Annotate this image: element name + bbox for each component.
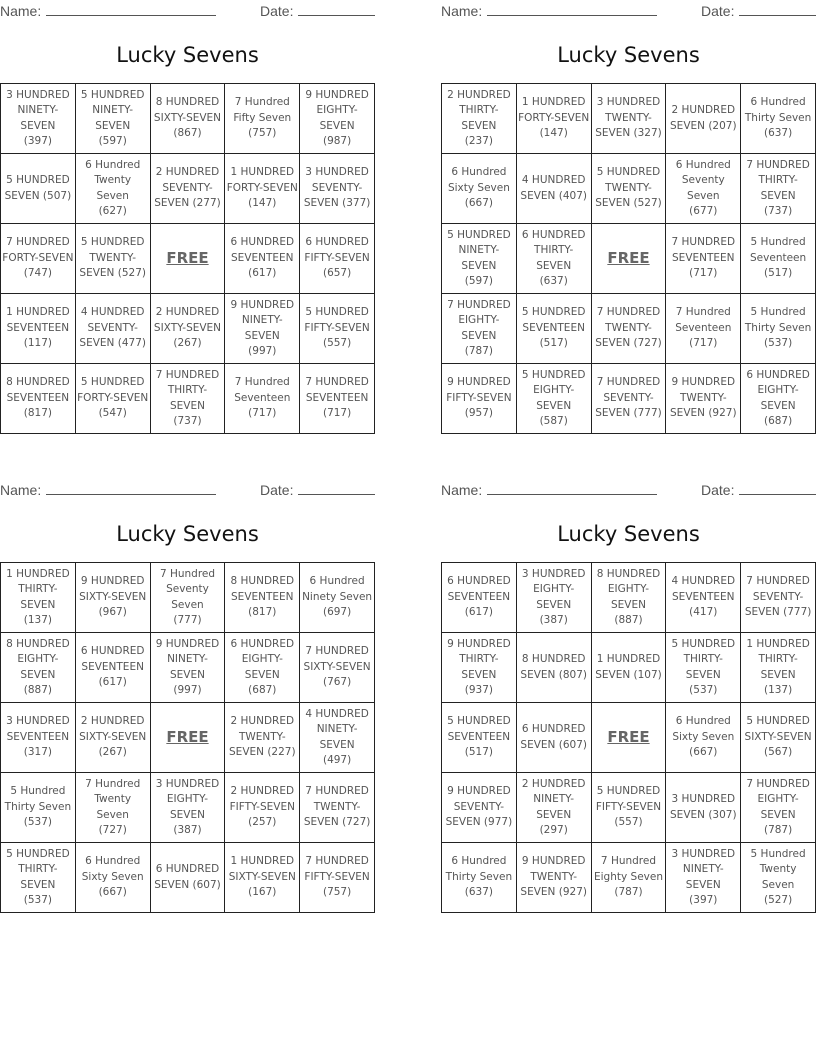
bingo-cell[interactable]: 5 HUNDRED SIXTY-SEVEN (567)	[741, 703, 816, 773]
bingo-cell[interactable]: 7 HUNDRED EIGHTY-SEVEN (787)	[741, 773, 816, 843]
bingo-cell[interactable]: 9 HUNDRED TWENTY- SEVEN (927)	[517, 843, 592, 913]
bingo-cell[interactable]: 3 HUNDRED SEVENTY- SEVEN (377)	[300, 154, 375, 224]
bingo-grid	[0, 562, 375, 913]
bingo-cell[interactable]: 9 HUNDRED EIGHTY-SEVEN (987)	[300, 84, 375, 154]
bingo-cell[interactable]: 6 HUNDRED EIGHTY-SEVEN (687)	[225, 633, 300, 703]
bingo-cell[interactable]: 9 HUNDRED NINETY-SEVEN (997)	[225, 294, 300, 364]
bingo-cell[interactable]: 5 HUNDRED FIFTY-SEVEN (557)	[300, 294, 375, 364]
bingo-cell[interactable]: 5 HUNDRED NINETY-SEVEN (597)	[76, 84, 151, 154]
date-label: Date:	[260, 482, 294, 498]
bingo-cell[interactable]: 5 HUNDRED FORTY-SEVEN (547)	[76, 364, 151, 434]
date-field	[701, 481, 816, 499]
name-label: Name:	[441, 482, 483, 498]
bingo-card	[0, 479, 375, 913]
bingo-cell[interactable]: 1 HUNDRED FORTY-SEVEN (147)	[517, 84, 592, 154]
bingo-cell[interactable]: 7 HUNDRED THIRTY-SEVEN (737)	[741, 154, 816, 224]
bingo-cell[interactable]: 2 HUNDRED SIXTY-SEVEN (267)	[151, 294, 226, 364]
bingo-grid	[0, 83, 375, 434]
name-blank-line[interactable]	[487, 481, 657, 495]
bingo-cell[interactable]: 5 HUNDRED FIFTY-SEVEN (557)	[592, 773, 667, 843]
bingo-cell[interactable]: 6 Hundred Sixty Seven (667)	[442, 154, 517, 224]
bingo-cell[interactable]: 1 HUNDRED THIRTY-SEVEN (137)	[1, 563, 76, 633]
card-title: Lucky Sevens	[557, 43, 700, 67]
bingo-cell[interactable]: 7 HUNDRED TWENTY- SEVEN (727)	[592, 294, 667, 364]
bingo-cell[interactable]: 8 HUNDRED SEVEN (807)	[517, 633, 592, 703]
bingo-cell[interactable]: 7 HUNDRED THIRTY-SEVEN (737)	[151, 364, 226, 434]
date-blank-line[interactable]	[739, 2, 816, 16]
bingo-cell[interactable]: 2 HUNDRED NINETY-SEVEN (297)	[517, 773, 592, 843]
bingo-cell[interactable]: 8 HUNDRED SIXTY-SEVEN (867)	[151, 84, 226, 154]
bingo-cell[interactable]: 5 HUNDRED NINETY-SEVEN (597)	[442, 224, 517, 294]
bingo-cell[interactable]: 7 Hundred Eighty Seven (787)	[592, 843, 667, 913]
bingo-cell[interactable]: 2 HUNDRED SEVENTY- SEVEN (277)	[151, 154, 226, 224]
bingo-card	[441, 0, 816, 434]
bingo-cell[interactable]: 6 HUNDRED SEVEN (607)	[517, 703, 592, 773]
bingo-cell[interactable]: 2 HUNDRED TWENTY- SEVEN (227)	[225, 703, 300, 773]
bingo-cell[interactable]: 7 HUNDRED SEVENTY- SEVEN (777)	[741, 563, 816, 633]
bingo-cell[interactable]: 8 HUNDRED SEVENTEEN (817)	[225, 563, 300, 633]
free-space[interactable]: FREE	[151, 224, 226, 294]
bingo-cell[interactable]: 9 HUNDRED THIRTY-SEVEN (937)	[442, 633, 517, 703]
bingo-cell[interactable]: 7 HUNDRED SEVENTY- SEVEN (777)	[592, 364, 667, 434]
bingo-cell[interactable]: 7 Hundred Seventeen (717)	[225, 364, 300, 434]
bingo-cell[interactable]: 6 Hundred Thirty Seven (637)	[741, 84, 816, 154]
name-label: Name:	[441, 3, 483, 19]
bingo-cell[interactable]: 5 Hundred Twenty Seven (527)	[741, 843, 816, 913]
bingo-cell[interactable]: 7 Hundred Fifty Seven (757)	[225, 84, 300, 154]
card-title: Lucky Sevens	[557, 522, 700, 546]
bingo-cell[interactable]: 3 HUNDRED TWENTY- SEVEN (327)	[592, 84, 667, 154]
bingo-card	[0, 0, 375, 434]
bingo-cell[interactable]: 2 HUNDRED THIRTY-SEVEN (237)	[442, 84, 517, 154]
bingo-cell[interactable]: 7 Hundred Twenty Seven (727)	[76, 773, 151, 843]
bingo-cell[interactable]: 7 HUNDRED SEVENTEEN (717)	[666, 224, 741, 294]
bingo-cell[interactable]: 2 HUNDRED SEVEN (207)	[666, 84, 741, 154]
bingo-cell[interactable]: 6 HUNDRED THIRTY-SEVEN (637)	[517, 224, 592, 294]
bingo-cell[interactable]: 6 HUNDRED SEVENTEEN (617)	[76, 633, 151, 703]
bingo-cell[interactable]: 5 HUNDRED EIGHTY-SEVEN (587)	[517, 364, 592, 434]
card-title: Lucky Sevens	[116, 522, 259, 546]
bingo-cell[interactable]: 5 HUNDRED TWENTY- SEVEN (527)	[76, 224, 151, 294]
bingo-cell[interactable]: 6 Hundred Sixty Seven (667)	[76, 843, 151, 913]
bingo-cell[interactable]: 2 HUNDRED FIFTY-SEVEN (257)	[225, 773, 300, 843]
bingo-cell[interactable]: 6 Hundred Seventy Seven (677)	[666, 154, 741, 224]
bingo-cell[interactable]: 1 HUNDRED FORTY-SEVEN (147)	[225, 154, 300, 224]
bingo-cell[interactable]: 9 HUNDRED SEVENTY- SEVEN (977)	[442, 773, 517, 843]
bingo-cell[interactable]: 8 HUNDRED EIGHTY-SEVEN (887)	[1, 633, 76, 703]
bingo-cell[interactable]: 6 Hundred Twenty Seven (627)	[76, 154, 151, 224]
bingo-cell[interactable]: 4 HUNDRED SEVENTY- SEVEN (477)	[76, 294, 151, 364]
bingo-cell[interactable]: 5 HUNDRED TWENTY- SEVEN (527)	[592, 154, 667, 224]
bingo-cell[interactable]: 9 HUNDRED FIFTY-SEVEN (957)	[442, 364, 517, 434]
date-label: Date:	[260, 3, 294, 19]
free-space[interactable]: FREE	[592, 703, 667, 773]
bingo-cell[interactable]: 6 HUNDRED FIFTY-SEVEN (657)	[300, 224, 375, 294]
name-field	[441, 481, 657, 499]
bingo-cell[interactable]: 7 HUNDRED EIGHTY-SEVEN (787)	[442, 294, 517, 364]
bingo-cell[interactable]: 5 HUNDRED SEVENTEEN (517)	[442, 703, 517, 773]
date-field	[260, 2, 375, 20]
name-label: Name:	[0, 3, 42, 19]
bingo-cell[interactable]: 7 HUNDRED SEVENTEEN (717)	[300, 364, 375, 434]
bingo-cell[interactable]: 3 HUNDRED NINETY-SEVEN (397)	[666, 843, 741, 913]
name-field	[0, 481, 216, 499]
bingo-cell[interactable]: 3 HUNDRED EIGHTY-SEVEN (387)	[517, 563, 592, 633]
bingo-cell[interactable]: 5 HUNDRED THIRTY-SEVEN (537)	[1, 843, 76, 913]
date-field	[701, 2, 816, 20]
bingo-cell[interactable]: 7 Hundred Seventy Seven (777)	[151, 563, 226, 633]
bingo-cell[interactable]: 1 HUNDRED SEVEN (107)	[592, 633, 667, 703]
bingo-cell[interactable]: 5 HUNDRED SEVEN (507)	[1, 154, 76, 224]
name-blank-line[interactable]	[46, 481, 216, 495]
bingo-cell[interactable]: 7 HUNDRED FORTY-SEVEN (747)	[1, 224, 76, 294]
bingo-cell[interactable]: 9 HUNDRED TWENTY- SEVEN (927)	[666, 364, 741, 434]
bingo-cell[interactable]: 6 HUNDRED SEVEN (607)	[151, 843, 226, 913]
bingo-cell[interactable]: 6 HUNDRED SEVENTEEN (617)	[225, 224, 300, 294]
bingo-cell[interactable]: 4 HUNDRED SEVENTEEN (417)	[666, 563, 741, 633]
name-field	[0, 2, 216, 20]
free-space[interactable]: FREE	[151, 703, 226, 773]
bingo-cell[interactable]: 7 HUNDRED SIXTY-SEVEN (767)	[300, 633, 375, 703]
date-label: Date:	[701, 482, 735, 498]
bingo-cell[interactable]: 3 HUNDRED SEVENTEEN (317)	[1, 703, 76, 773]
bingo-cell[interactable]: 1 HUNDRED THIRTY-SEVEN (137)	[741, 633, 816, 703]
bingo-cell[interactable]: 3 HUNDRED NINETY-SEVEN (397)	[1, 84, 76, 154]
bingo-cell[interactable]: 7 HUNDRED FIFTY-SEVEN (757)	[300, 843, 375, 913]
card-title: Lucky Sevens	[116, 43, 259, 67]
bingo-cell[interactable]: 6 Hundred Ninety Seven (697)	[300, 563, 375, 633]
bingo-cell[interactable]: 5 Hundred Seventeen (517)	[741, 224, 816, 294]
date-blank-line[interactable]	[298, 481, 375, 495]
bingo-cell[interactable]: 3 HUNDRED EIGHTY-SEVEN (387)	[151, 773, 226, 843]
bingo-cell[interactable]: 5 HUNDRED THIRTY-SEVEN (537)	[666, 633, 741, 703]
free-space[interactable]: FREE	[592, 224, 667, 294]
name-blank-line[interactable]	[487, 2, 657, 16]
date-blank-line[interactable]	[298, 2, 375, 16]
bingo-cell[interactable]: 1 HUNDRED SEVENTEEN (117)	[1, 294, 76, 364]
bingo-cell[interactable]: 8 HUNDRED EIGHTY-SEVEN (887)	[592, 563, 667, 633]
bingo-cell[interactable]: 7 Hundred Seventeen (717)	[666, 294, 741, 364]
bingo-cell[interactable]: 1 HUNDRED SIXTY-SEVEN (167)	[225, 843, 300, 913]
name-blank-line[interactable]	[46, 2, 216, 16]
bingo-cell[interactable]: 4 HUNDRED NINETY-SEVEN (497)	[300, 703, 375, 773]
bingo-cell[interactable]: 3 HUNDRED SEVEN (307)	[666, 773, 741, 843]
bingo-cell[interactable]: 5 HUNDRED SEVENTEEN (517)	[517, 294, 592, 364]
bingo-grid	[441, 83, 816, 434]
bingo-grid	[441, 562, 816, 913]
bingo-cell[interactable]: 6 HUNDRED SEVENTEEN (617)	[442, 563, 517, 633]
bingo-cell[interactable]: 6 Hundred Thirty Seven (637)	[442, 843, 517, 913]
bingo-cell[interactable]: 9 HUNDRED NINETY-SEVEN (997)	[151, 633, 226, 703]
bingo-cell[interactable]: 5 Hundred Thirty Seven (537)	[741, 294, 816, 364]
name-label: Name:	[0, 482, 42, 498]
bingo-cell[interactable]: 9 HUNDRED SIXTY-SEVEN (967)	[76, 563, 151, 633]
bingo-cell[interactable]: 2 HUNDRED SIXTY-SEVEN (267)	[76, 703, 151, 773]
bingo-cell[interactable]: 6 Hundred Sixty Seven (667)	[666, 703, 741, 773]
bingo-cell[interactable]: 5 Hundred Thirty Seven (537)	[1, 773, 76, 843]
date-label: Date:	[701, 3, 735, 19]
date-field	[260, 481, 375, 499]
date-blank-line[interactable]	[739, 481, 816, 495]
name-field	[441, 2, 657, 20]
bingo-cell[interactable]: 4 HUNDRED SEVEN (407)	[517, 154, 592, 224]
bingo-cell[interactable]: 8 HUNDRED SEVENTEEN (817)	[1, 364, 76, 434]
bingo-card	[441, 479, 816, 913]
bingo-cell[interactable]: 7 HUNDRED TWENTY- SEVEN (727)	[300, 773, 375, 843]
bingo-cell[interactable]: 6 HUNDRED EIGHTY-SEVEN (687)	[741, 364, 816, 434]
